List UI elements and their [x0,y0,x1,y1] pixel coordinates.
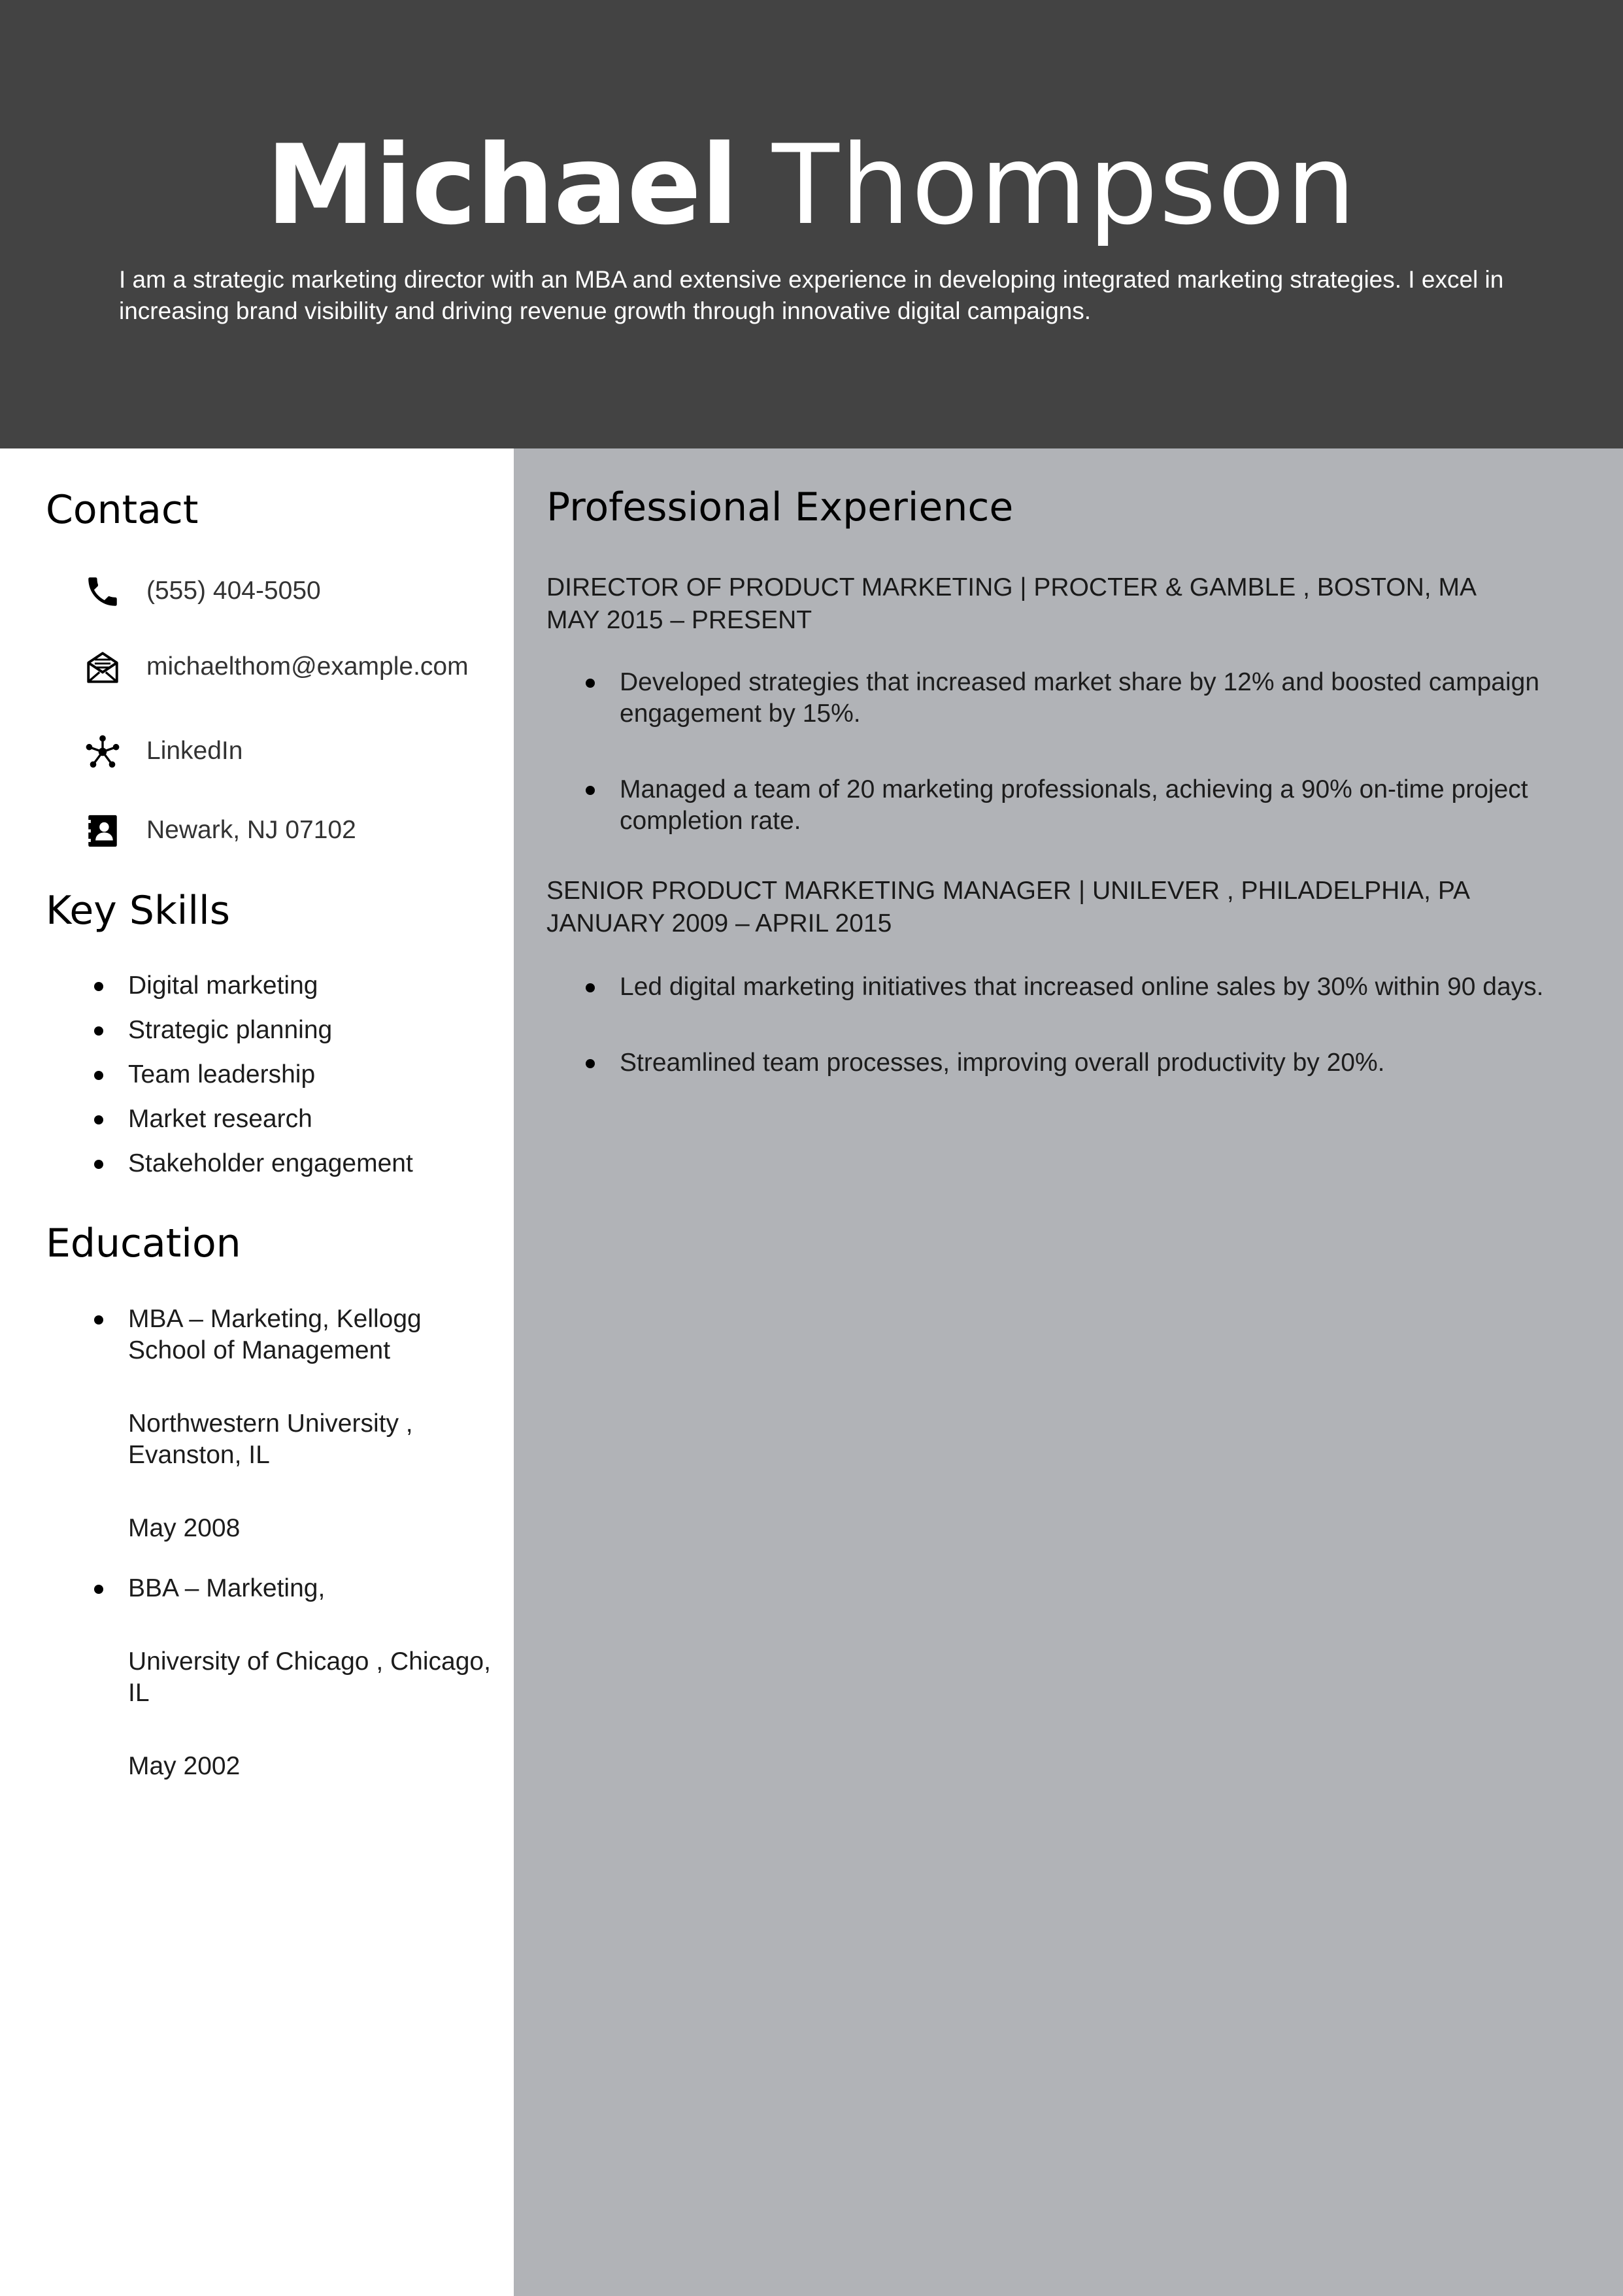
education-date: May 2002 [128,1752,241,1780]
last-name: Thompson [772,121,1358,249]
job-bullet: Streamlined team processes, improving overall productivity by 20%. [580,1047,1587,1079]
skill-item: Market research [89,1104,494,1135]
contact-email [84,643,502,689]
education-school: Northwestern University , Evanston, IL [128,1410,413,1469]
email-icon [84,649,122,686]
job-bullet: Developed strategies that increased market share by 12% and boosted campaign engagement by 15%. [580,667,1587,730]
resume-header [0,0,1623,448]
key-skills-heading: Key Skills [46,888,230,934]
address-text: Newark, NJ 07102 [146,816,356,844]
phone-text: (555) 404-5050 [146,577,321,605]
contact-address [84,807,502,853]
skills-list [89,970,494,1192]
education-entry [89,1304,494,1573]
candidate-name [0,116,1623,254]
summary-text: I am a strategic marketing director with an MBA and extensive experience in developing integrated marketing strategies. I excel in increasing brand visibility and driving revenue growth through innovative digital campaigns. [119,266,1504,324]
skill-item: Team leadership [89,1059,494,1090]
linkedin-text[interactable]: LinkedIn [146,737,243,765]
education-entry [89,1573,494,1782]
education-school: University of Chicago , Chicago, IL [128,1647,491,1707]
education-degree: MBA – Marketing, Kellogg School of Management [128,1305,422,1364]
education-degree: BBA – Marketing, [128,1574,326,1602]
email-text: michaelthom@example.com [146,652,469,681]
skill-item: Strategic planning [89,1015,494,1046]
skill-item: Stakeholder engagement [89,1148,494,1179]
contact-heading: Contact [46,487,199,533]
education-list [89,1304,494,1782]
education-date: May 2008 [128,1514,241,1542]
job-heading: DIRECTOR OF PRODUCT MARKETING | PROCTER & GAMBLE , BOSTON, MA [546,573,1477,601]
linkedin-icon [84,733,122,771]
job-dates: JANUARY 2009 – APRIL 2015 [546,909,892,937]
job-bullets [580,971,1587,1123]
experience-heading: Professional Experience [546,484,1014,530]
job-bullet: Managed a team of 20 marketing professionals, achieving a 90% on-time project completion rate. [580,774,1587,837]
skill-item: Digital marketing [89,970,494,1002]
job-dates: MAY 2015 – PRESENT [546,606,812,634]
education-heading: Education [46,1221,241,1266]
contact-phone [84,567,502,613]
job-bullets [580,667,1587,881]
job-bullet: Led digital marketing initiatives that increased online sales by 30% within 90 days. [580,971,1587,1003]
first-name: Michael [265,121,738,249]
contact-linkedin [84,728,502,773]
address-book-icon [84,812,122,850]
job-heading: SENIOR PRODUCT MARKETING MANAGER | UNILEVER , PHILADELPHIA, PA [546,877,1470,905]
phone-icon [84,573,122,611]
